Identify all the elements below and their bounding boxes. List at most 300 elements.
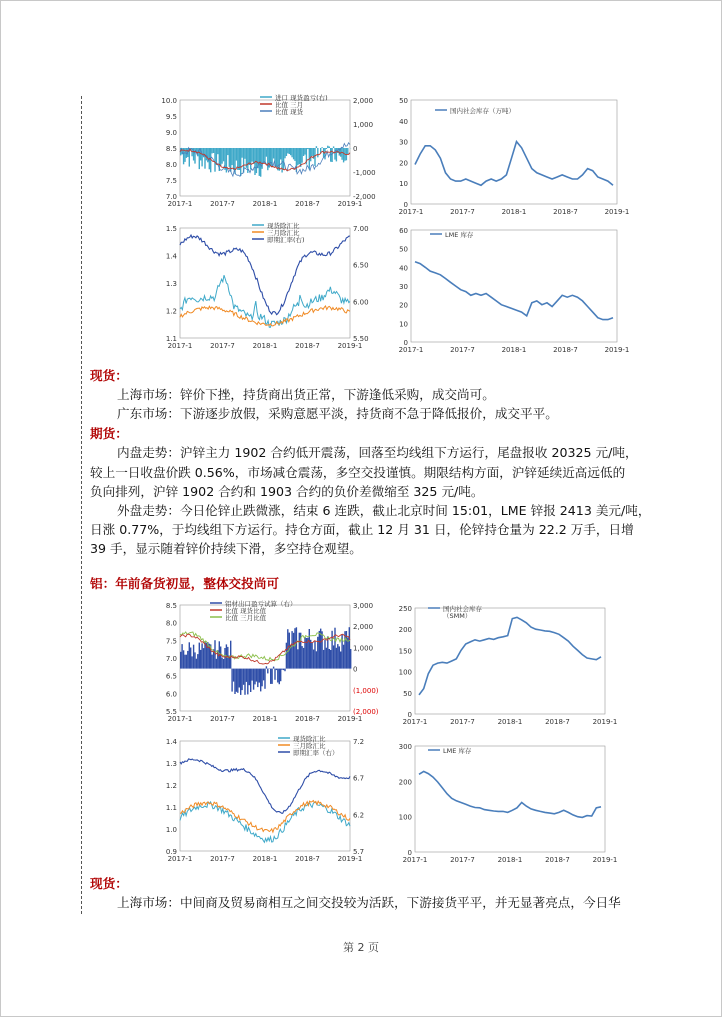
zc2-y-tick: 30: [399, 138, 408, 147]
zc1-x-tick: 2017-7: [210, 200, 235, 208]
zc1-bar: [267, 148, 268, 170]
zc3-y2-tick: 7.00: [353, 225, 369, 233]
zinc-spot-guangdong: 广东市场：下游逐步放假，采购意愿平淡，持货商不急于降低报价，成交平平。: [117, 406, 558, 421]
ac1-bar: [344, 631, 345, 668]
ac1-bar: [239, 669, 240, 688]
zc1-bar: [307, 148, 308, 149]
zc1-bar: [286, 148, 287, 156]
zc4-plot-frame: [411, 230, 617, 342]
zc1-bar: [217, 148, 218, 154]
ac1-x-tick: 2017-1: [167, 715, 193, 723]
ac1-legend-label: 比值 现货比值: [225, 607, 267, 615]
zc2-y-tick: 50: [399, 97, 408, 105]
margin-line: [81, 96, 82, 914]
zc1-y-tick: 8.0: [165, 161, 177, 169]
ac3-x-tick: 2018-1: [252, 855, 278, 863]
aluminum-spot-head: 现货：: [90, 876, 128, 891]
zc3-series-fx: [180, 235, 350, 315]
ac1-bar: [349, 627, 350, 668]
zc1-bar: [233, 148, 234, 170]
zc1-bar: [236, 148, 237, 161]
zc1-bar: [324, 148, 325, 159]
zc2-x-tick: 2017-1: [398, 208, 424, 216]
zc1-bar: [303, 148, 304, 156]
ac3-x-tick: 2017-1: [167, 855, 193, 863]
zc2-y-tick: 0: [403, 201, 408, 209]
zc1-bar: [310, 148, 311, 161]
zc1-bar: [201, 148, 202, 166]
zc3-y-tick: 1.3: [165, 280, 177, 288]
page-number: 第 2 页: [343, 941, 379, 954]
zc3-legend-label: 三月除汇比: [267, 229, 300, 237]
ac4-x-tick: 2017-7: [450, 856, 475, 864]
ac3-y2-tick: 7.2: [353, 738, 365, 746]
zc1-bar: [300, 148, 301, 167]
ac1-bar: [254, 669, 255, 685]
zc2-y-tick: 20: [399, 159, 408, 168]
ac3-series-3m: [180, 801, 350, 833]
ac2-x-tick: 2019-1: [592, 718, 618, 726]
zc1-bar: [256, 148, 257, 173]
ac1-y-tick: 6.5: [165, 672, 177, 681]
ac1-bar: [211, 655, 212, 669]
zc1-y2-tick: 0: [353, 145, 358, 153]
zc3-x-tick: 2018-7: [295, 342, 320, 350]
zc2-y-tick: 40: [399, 117, 408, 126]
ac1-bar: [259, 669, 260, 683]
ac2-y-tick: 250: [398, 605, 412, 613]
zc1-bar: [283, 148, 284, 169]
ac3-y-tick: 1.1: [165, 804, 177, 812]
ac1-bar: [244, 669, 245, 695]
ac1-bar: [231, 669, 232, 692]
zc1-bar: [301, 148, 302, 163]
zc3-y2-tick: 6.00: [353, 298, 369, 307]
ac4-plot-frame: [415, 746, 605, 852]
zc1-bar: [321, 147, 322, 148]
aluminum-spot-shanghai: 上海市场：中间商及贸易商相互之间交投较为活跃，下游接货平平，并无显著亮点，今日华: [117, 895, 621, 910]
ac3-y2-tick: 5.7: [353, 848, 365, 856]
ac1-legend-label: 铝材出口盈亏试算（右）: [225, 600, 297, 608]
ac1-bar: [180, 652, 181, 669]
zc2-x-tick: 2018-1: [501, 208, 527, 216]
ac1-bar: [220, 647, 221, 669]
ac1-bar: [297, 649, 298, 668]
ac3-y-tick: 1.3: [165, 760, 177, 768]
ac1-bar: [233, 669, 234, 682]
zc1-y-tick: 7.5: [165, 177, 177, 185]
zc1-y2-tick: -2,000: [353, 193, 376, 201]
ac1-x-tick: 2017-7: [210, 715, 235, 723]
ac4-x-tick: 2019-1: [592, 856, 618, 864]
aluminum-domestic-stock-chart: [393, 600, 623, 732]
zinc-futures-outer-1: 外盘走势：今日伦锌止跌微涨，结束 6 连跌，截止北京时间 15:01，LME 锌报 2413 美元/吨，: [117, 503, 651, 518]
ac1-bar: [194, 652, 195, 668]
zc1-y-tick: 9.0: [165, 129, 177, 137]
ac1-bar: [329, 649, 330, 669]
zc1-bar: [290, 148, 291, 155]
ac1-x-tick: 2018-1: [252, 715, 278, 723]
zc3-y-tick: 1.5: [165, 225, 177, 233]
zc4-series: [415, 262, 613, 320]
zc1-bar: [263, 148, 264, 163]
zinc-spot-shanghai: 上海市场：锌价下挫，持货商出货正常，下游逢低采购，成交尚可。: [117, 387, 495, 402]
zc1-y2-tick: 1,000: [353, 121, 374, 129]
zc1-bar: [341, 148, 342, 160]
ac1-bar: [347, 637, 348, 668]
ac1-bar: [314, 641, 315, 669]
zc1-x-tick: 2019-1: [337, 200, 363, 208]
ac1-y-tick: 8.5: [165, 602, 177, 610]
ac1-bar: [249, 669, 250, 686]
aluminum-fx-ratio-chart: [150, 733, 390, 867]
ac4-x-tick: 2018-1: [497, 856, 523, 864]
zc1-bar: [294, 148, 295, 161]
ac1-bar: [250, 669, 251, 692]
zc1-x-tick: 2017-1: [167, 200, 193, 208]
zc4-legend-label: LME 库存: [445, 231, 474, 239]
zc3-y2-tick: 6.50: [353, 261, 369, 270]
ac1-bar: [316, 651, 317, 668]
ac1-bar: [293, 633, 294, 669]
ac1-bar: [334, 628, 335, 669]
zc1-bar: [327, 146, 328, 148]
ac1-bar: [281, 669, 282, 670]
zc1-bar: [299, 148, 300, 164]
ac1-bar: [203, 648, 204, 669]
zinc-domestic-stock-chart: [395, 92, 635, 220]
ac1-bar: [200, 650, 201, 669]
ac3-x-tick: 2019-1: [337, 855, 363, 863]
zc1-y2-tick: -1,000: [353, 169, 376, 177]
ac1-bar: [184, 655, 185, 669]
zinc-spot-head: 现货：: [90, 368, 128, 383]
ac1-bar: [241, 669, 242, 691]
zc3-series-3m: [180, 306, 350, 326]
aluminum-lme-stock-chart: [393, 738, 623, 870]
ac1-bar: [223, 659, 224, 669]
ac4-x-tick: 2018-7: [545, 856, 570, 864]
ac1-bar: [251, 669, 252, 681]
zc3-y2-tick: 5.50: [353, 335, 369, 343]
ac1-bar: [296, 627, 297, 668]
ac1-bar: [247, 669, 248, 695]
zc1-bar: [204, 148, 205, 169]
zinc-futures-inner-3: 负向排列，沪锌 1902 合约和 1903 合约的负价差微缩至 325 元/吨。: [90, 484, 484, 499]
ac1-bar: [186, 655, 187, 669]
ac1-bar: [273, 667, 274, 669]
ac1-bar: [271, 669, 272, 684]
ac1-bar: [260, 669, 261, 692]
zc4-y-tick: 60: [399, 227, 408, 235]
ac1-y2-tick: (1,000): [353, 686, 379, 695]
ac1-y2-tick: 3,000: [353, 602, 374, 610]
ac1-bar: [243, 669, 244, 685]
zc4-y-tick: 20: [399, 301, 408, 310]
ac1-bar: [304, 637, 305, 669]
ac1-bar: [280, 669, 281, 682]
ac1-bar: [313, 650, 314, 669]
ac1-bar: [309, 629, 310, 669]
zc1-bar: [334, 148, 335, 160]
ac2-y-tick: 100: [398, 668, 412, 677]
zc4-x-tick: 2017-1: [398, 346, 424, 354]
zc1-bar: [244, 148, 245, 159]
ac1-bar: [236, 669, 237, 692]
zc1-bar: [241, 148, 242, 158]
ac1-bar: [246, 669, 247, 682]
ac2-x-tick: 2018-1: [497, 718, 523, 726]
ac1-y-tick: 5.5: [165, 708, 177, 716]
ac1-bar: [230, 641, 231, 669]
zc1-bar: [291, 148, 292, 157]
zc3-x-tick: 2018-1: [252, 342, 278, 350]
zc2-legend-label: 国内社会库存（万吨）: [450, 107, 515, 115]
zc4-x-tick: 2019-1: [604, 346, 630, 354]
zc1-bar: [304, 148, 305, 155]
zc4-x-tick: 2017-7: [450, 346, 475, 354]
ac1-y-tick: 7.5: [165, 637, 177, 646]
ac1-bar: [277, 669, 278, 683]
ac1-bar: [274, 669, 275, 680]
zc1-y-tick: 8.5: [165, 145, 177, 153]
ac2-legend-label: （SMM）: [443, 612, 472, 620]
ac3-series-spot: [180, 802, 350, 842]
zc1-bar: [314, 148, 315, 166]
zc1-bar: [266, 148, 267, 157]
ac2-y-tick: 150: [398, 647, 412, 656]
zc1-bar: [273, 148, 274, 159]
ac1-bar: [343, 645, 344, 669]
ac1-bar: [283, 669, 284, 671]
zinc-futures-inner-2: 较上一日收盘价跌 0.56%，市场减仓震荡，多空交投谨慎。期限结构方面，沪锌延续近高远低的: [90, 465, 626, 480]
zc1-bar: [221, 148, 222, 164]
zc1-bar: [220, 148, 221, 166]
ac4-y-tick: 100: [398, 813, 412, 822]
zc1-bar: [280, 148, 281, 160]
ac1-bar: [190, 648, 191, 669]
zc1-bar: [347, 148, 348, 154]
ac2-x-tick: 2017-7: [450, 718, 475, 726]
ac1-bar: [294, 628, 295, 668]
ac1-bar: [270, 669, 271, 684]
zc1-bar: [229, 148, 230, 167]
ac3-y-tick: 1.0: [165, 826, 177, 834]
zc1-bar: [326, 148, 327, 149]
zc1-bar: [293, 148, 294, 159]
ac3-y-tick: 1.2: [165, 782, 177, 790]
ac1-bar: [336, 648, 337, 669]
ac2-y-tick: 0: [407, 711, 412, 719]
ac3-legend-label: 现货除汇比: [293, 735, 326, 743]
zc1-bar: [343, 148, 344, 162]
zc1-bar: [216, 148, 217, 165]
zc1-bar: [284, 148, 285, 158]
ac1-bar: [331, 631, 332, 669]
ac1-bar: [323, 650, 324, 669]
zc2-y-tick: 10: [399, 180, 408, 189]
zc2-series: [415, 142, 613, 186]
zc1-bar: [213, 148, 214, 153]
ac1-bar: [237, 669, 238, 693]
zc1-bar: [316, 146, 317, 148]
zc1-bar: [226, 148, 227, 173]
zc1-y-tick: 10.0: [161, 97, 177, 105]
zc1-x-tick: 2018-1: [252, 200, 278, 208]
ac1-bar: [286, 643, 287, 669]
ac1-bar: [234, 669, 235, 694]
ac1-bar: [216, 659, 217, 669]
ac1-y2-tick: 0: [353, 665, 358, 674]
ac4-y-tick: 0: [407, 849, 412, 857]
ac1-bar: [261, 669, 262, 687]
zc1-bar: [317, 148, 318, 157]
ac1-bar: [253, 669, 254, 690]
ac1-bar: [187, 651, 188, 669]
zc3-x-tick: 2017-7: [210, 342, 235, 350]
ac4-x-tick: 2017-1: [402, 856, 428, 864]
ac1-bar: [191, 656, 192, 668]
ac1-bar: [201, 643, 202, 668]
ac1-y-tick: 6.0: [165, 690, 177, 699]
zc1-bar: [276, 148, 277, 167]
ac1-bar: [350, 649, 351, 669]
ac1-bar: [291, 631, 292, 669]
zc3-x-tick: 2019-1: [337, 342, 363, 350]
zc4-y-tick: 10: [399, 320, 408, 329]
ac4-series: [419, 771, 601, 817]
ac1-bar: [299, 633, 300, 669]
zc4-y-tick: 40: [399, 264, 408, 273]
ac1-bar: [204, 641, 205, 668]
zinc-lme-stock-chart: [395, 222, 635, 358]
zc1-bar: [211, 148, 212, 153]
ac1-bar: [183, 650, 184, 668]
zinc-futures-outer-2: 日涨 0.77%，于均线组下方运行。持仓方面，截止 12 月 31 日，伦锌持仓量为 22.2 万手，日增: [90, 522, 634, 537]
zc1-y-tick: 9.5: [165, 113, 177, 121]
zc1-bar: [289, 148, 290, 154]
ac1-bar: [327, 636, 328, 668]
zc1-bar: [297, 148, 298, 165]
zinc-futures-outer-3: 39 手，显示随着锌价持续下滑，多空持仓观望。: [90, 541, 362, 556]
ac1-bar: [196, 659, 197, 669]
ac1-bar: [279, 669, 280, 685]
ac1-bar: [310, 640, 311, 669]
ac1-bar: [340, 652, 341, 669]
ac1-bar: [189, 642, 190, 668]
ac3-y2-tick: 6.2: [353, 811, 365, 820]
ac1-bar: [319, 631, 320, 669]
zc3-legend-label: 即期汇率(右): [267, 236, 305, 244]
ac1-bar: [193, 645, 194, 669]
ac1-bar: [311, 642, 312, 668]
ac2-plot-frame: [415, 608, 605, 714]
ac2-y-tick: 200: [398, 626, 412, 635]
zc1-legend-label: 比值 三月: [275, 101, 304, 109]
aluminum-section-title: 铝：年前备货初显，整体交投尚可: [90, 576, 279, 591]
ac1-bar: [264, 669, 265, 689]
ac4-y-tick: 200: [398, 778, 412, 787]
zc3-y-tick: 1.4: [165, 252, 177, 261]
zc1-legend-label: 进口 现货盈亏(右): [275, 94, 328, 102]
zc1-bar: [264, 148, 265, 164]
ac2-x-tick: 2017-1: [402, 718, 428, 726]
zc1-bar: [253, 148, 254, 164]
ac3-legend-label: 即期汇率（右）: [293, 749, 339, 757]
ac1-y-tick: 7.0: [165, 655, 177, 663]
ac4-legend-label: LME 库存: [443, 747, 472, 755]
ac3-x-tick: 2017-7: [210, 855, 235, 863]
zc1-bar: [329, 147, 330, 149]
ac1-y2-tick: 1,000: [353, 644, 374, 653]
ac4-y-tick: 300: [398, 743, 412, 751]
ac1-bar: [337, 644, 338, 669]
zc3-legend-label: 现货除汇比: [267, 222, 300, 230]
zc4-x-tick: 2018-1: [501, 346, 527, 354]
ac2-series: [419, 617, 601, 695]
ac1-bar: [330, 650, 331, 669]
ac1-bar: [181, 644, 182, 669]
zc2-x-tick: 2019-1: [604, 208, 630, 216]
zc1-bar: [227, 148, 228, 155]
zc1-y-tick: 7.0: [165, 193, 177, 201]
zc1-bar: [287, 148, 288, 153]
zc2-x-tick: 2018-7: [553, 208, 578, 216]
ac1-bar: [333, 645, 334, 668]
ac1-x-tick: 2019-1: [337, 715, 363, 723]
ac1-bar: [257, 669, 258, 688]
zc3-y-tick: 1.2: [165, 307, 177, 316]
ac1-bar: [240, 669, 241, 695]
zc1-bar: [311, 148, 312, 156]
ac1-legend-label: 比值 三月比值: [225, 614, 267, 622]
ac3-legend-label: 三月除汇比: [293, 742, 326, 750]
zc1-bar: [333, 146, 334, 148]
ac1-bar: [339, 646, 340, 668]
ac2-x-tick: 2018-7: [545, 718, 570, 726]
zc1-bar: [251, 148, 252, 162]
zc4-y-tick: 0: [403, 339, 408, 347]
ac1-bar: [284, 669, 285, 672]
ac1-bar: [256, 669, 257, 682]
zc2-x-tick: 2017-7: [450, 208, 475, 216]
zc4-y-tick: 30: [399, 283, 408, 291]
aluminum-ratio-chart: [150, 597, 390, 729]
ac1-bar: [221, 658, 222, 669]
zc1-x-tick: 2018-7: [295, 200, 320, 208]
zc1-y2-tick: 2,000: [353, 97, 374, 105]
ac3-y-tick: 0.9: [165, 848, 177, 856]
zc1-bar: [231, 148, 232, 165]
ac1-bar: [199, 643, 200, 669]
zc1-bar: [270, 148, 271, 166]
zc1-bar: [214, 148, 215, 172]
zc1-bar: [199, 148, 200, 169]
ac1-y2-tick: (2,000): [353, 708, 379, 716]
ac3-y2-tick: 6.7: [353, 774, 365, 783]
zc4-x-tick: 2018-7: [553, 346, 578, 354]
ac1-bar: [224, 648, 225, 669]
zc4-y-tick: 50: [399, 245, 408, 254]
ac1-bar: [197, 654, 198, 669]
ac1-x-tick: 2018-7: [295, 715, 320, 723]
ac1-bar: [321, 631, 322, 668]
zc1-bar: [240, 148, 241, 176]
ac2-legend-label: 国内社会库存: [443, 605, 482, 613]
ac1-bar: [263, 669, 264, 681]
ac1-bar: [303, 648, 304, 669]
zinc-ratio-chart: [150, 92, 390, 214]
